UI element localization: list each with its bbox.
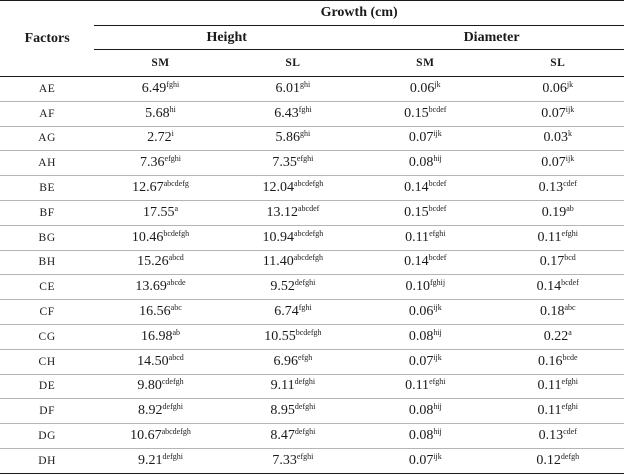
value-cell <box>94 374 226 399</box>
value-cell <box>94 349 226 374</box>
value-cell <box>94 275 226 300</box>
cell-value: 12.67 <box>132 180 164 195</box>
table-row <box>0 424 624 449</box>
significance-letters: efghi <box>562 377 578 386</box>
significance-letters: ijk <box>433 129 441 138</box>
cell-value: 7.35 <box>272 155 297 170</box>
significance-letters: abcdefgh <box>294 229 323 238</box>
significance-letters: ijk <box>566 105 574 114</box>
significance-letters: ijk <box>433 452 441 461</box>
factor-cell: DH <box>0 448 94 473</box>
cell-value: 0.07 <box>409 354 434 369</box>
significance-letters: abcdefgh <box>294 253 323 262</box>
cell-value: 6.74 <box>274 304 299 319</box>
significance-letters: fghi <box>166 80 179 89</box>
cell-value: 10.94 <box>262 230 294 245</box>
cell-value: 0.16 <box>538 354 563 369</box>
value-cell <box>227 349 359 374</box>
significance-letters: hij <box>433 154 441 163</box>
factor-cell: CH <box>0 349 94 374</box>
cell-value: 12.04 <box>262 180 294 195</box>
cell-value: 2.72 <box>147 130 172 145</box>
value-cell <box>359 77 491 102</box>
value-cell <box>227 77 359 102</box>
value-cell <box>94 77 226 102</box>
value-cell <box>359 374 491 399</box>
value-cell <box>227 275 359 300</box>
significance-letters: efghi <box>562 229 578 238</box>
significance-letters: hij <box>433 427 441 436</box>
cell-value: 17.55 <box>143 205 175 220</box>
value-cell <box>227 176 359 201</box>
factor-cell: AE <box>0 77 94 102</box>
value-cell <box>94 200 226 225</box>
value-cell <box>492 77 624 102</box>
cell-value: 0.11 <box>405 230 429 245</box>
cell-value: 0.12 <box>536 453 561 468</box>
cell-value: 9.21 <box>138 453 163 468</box>
value-cell <box>227 399 359 424</box>
cell-value: 0.11 <box>538 378 562 393</box>
cell-value: 0.06 <box>409 304 434 319</box>
cell-value: 11.40 <box>263 254 294 269</box>
factor-cell: BH <box>0 250 94 275</box>
significance-letters: abcdef <box>298 204 319 213</box>
cell-value: 10.55 <box>264 329 296 344</box>
significance-letters: defghi <box>295 278 315 287</box>
value-cell <box>227 374 359 399</box>
cell-value: 0.15 <box>404 106 429 121</box>
value-cell <box>94 324 226 349</box>
significance-letters: k <box>568 129 572 138</box>
cell-value: 14.50 <box>137 354 169 369</box>
factor-cell: BF <box>0 200 94 225</box>
significance-letters: defghi <box>295 402 315 411</box>
table-row <box>0 151 624 176</box>
factor-cell: BE <box>0 176 94 201</box>
significance-letters: abcdefgh <box>294 179 323 188</box>
significance-letters: efghi <box>429 229 445 238</box>
cell-value: 8.92 <box>138 403 163 418</box>
cell-value: 0.08 <box>409 403 434 418</box>
cell-value: 13.12 <box>266 205 298 220</box>
value-cell <box>94 225 226 250</box>
factor-cell: CG <box>0 324 94 349</box>
cell-value: 0.10 <box>405 279 430 294</box>
significance-letters: bcd <box>564 253 576 262</box>
value-cell <box>227 101 359 126</box>
cell-value: 16.98 <box>141 329 173 344</box>
cell-value: 0.17 <box>540 254 565 269</box>
value-cell <box>359 324 491 349</box>
cell-value: 8.47 <box>270 428 295 443</box>
value-cell <box>227 200 359 225</box>
cell-value: 10.46 <box>132 230 164 245</box>
value-cell <box>359 424 491 449</box>
significance-letters: abcd <box>169 253 184 262</box>
table-row <box>0 77 624 102</box>
value-cell <box>227 324 359 349</box>
table-row <box>0 225 624 250</box>
significance-letters: fghi <box>299 105 312 114</box>
value-cell <box>94 399 226 424</box>
table-row <box>0 275 624 300</box>
factor-cell: DF <box>0 399 94 424</box>
cell-value: 6.01 <box>276 81 301 96</box>
factor-cell: AG <box>0 126 94 151</box>
significance-letters: bcdefgh <box>163 229 189 238</box>
cell-value: 0.14 <box>404 254 429 269</box>
value-cell <box>359 275 491 300</box>
cell-value: 0.15 <box>404 205 429 220</box>
significance-letters: abcd <box>169 353 184 362</box>
height-header: Height <box>94 26 359 50</box>
significance-letters: efghi <box>297 154 313 163</box>
cell-value: 0.08 <box>409 329 434 344</box>
cell-value: 0.06 <box>542 81 567 96</box>
cell-value: 10.67 <box>130 428 162 443</box>
significance-letters: cdefgh <box>162 377 184 386</box>
significance-letters: ijk <box>566 154 574 163</box>
cell-value: 8.95 <box>270 403 295 418</box>
factors-header: Factors <box>0 1 94 77</box>
value-cell <box>94 176 226 201</box>
significance-letters: ab <box>172 328 180 337</box>
cell-value: 6.49 <box>142 81 167 96</box>
value-cell <box>94 250 226 275</box>
value-cell <box>359 225 491 250</box>
cell-value: 6.96 <box>274 354 299 369</box>
factor-cell: DG <box>0 424 94 449</box>
significance-letters: cdef <box>563 427 577 436</box>
table-row <box>0 349 624 374</box>
cell-value: 0.14 <box>537 279 562 294</box>
value-cell <box>227 151 359 176</box>
value-cell <box>492 250 624 275</box>
significance-letters: defghi <box>163 452 183 461</box>
table-body <box>0 77 624 474</box>
cell-value: 0.19 <box>542 205 567 220</box>
value-cell <box>359 349 491 374</box>
value-cell <box>227 424 359 449</box>
cell-value: 16.56 <box>139 304 171 319</box>
value-cell <box>492 349 624 374</box>
diameter-sm-header: SM <box>359 50 491 77</box>
cell-value: 0.03 <box>544 130 569 145</box>
cell-value: 0.06 <box>410 81 435 96</box>
value-cell <box>94 101 226 126</box>
value-cell <box>94 151 226 176</box>
value-cell <box>492 225 624 250</box>
table-row <box>0 176 624 201</box>
table-row <box>0 324 624 349</box>
value-cell <box>359 151 491 176</box>
cell-value: 0.13 <box>539 428 564 443</box>
value-cell <box>359 126 491 151</box>
cell-value: 5.68 <box>145 106 170 121</box>
significance-letters: bcdef <box>429 105 447 114</box>
significance-letters: ijk <box>433 303 441 312</box>
significance-letters: ghi <box>300 80 310 89</box>
cell-value: 0.11 <box>405 378 429 393</box>
cell-value: 6.43 <box>274 106 299 121</box>
cell-value: 5.86 <box>276 130 301 145</box>
cell-value: 0.11 <box>538 403 562 418</box>
value-cell <box>492 151 624 176</box>
value-cell <box>492 374 624 399</box>
significance-letters: abcdefg <box>164 179 189 188</box>
significance-letters: bcdef <box>429 204 447 213</box>
value-cell <box>492 424 624 449</box>
table-row <box>0 126 624 151</box>
height-sm-header: SM <box>94 50 226 77</box>
significance-letters: bcdef <box>429 253 447 262</box>
value-cell <box>359 399 491 424</box>
factor-cell: DE <box>0 374 94 399</box>
height-sl-header: SL <box>227 50 359 77</box>
cell-value: 0.13 <box>539 180 564 195</box>
cell-value: 7.36 <box>140 155 165 170</box>
significance-letters: cdef <box>563 179 577 188</box>
factor-cell: CE <box>0 275 94 300</box>
cell-value: 0.14 <box>404 180 429 195</box>
cell-value: 0.11 <box>538 230 562 245</box>
table-row <box>0 399 624 424</box>
significance-letters: defghi <box>295 377 315 386</box>
significance-letters: i <box>172 129 174 138</box>
significance-letters: efgh <box>298 353 312 362</box>
significance-letters: ab <box>566 204 574 213</box>
significance-letters: hij <box>433 328 441 337</box>
value-cell <box>492 200 624 225</box>
table-row <box>0 250 624 275</box>
factor-cell: CF <box>0 300 94 325</box>
cell-value: 0.08 <box>409 428 434 443</box>
value-cell <box>492 399 624 424</box>
cell-value: 0.07 <box>541 155 566 170</box>
significance-letters: defgh <box>561 452 579 461</box>
table-row <box>0 101 624 126</box>
value-cell <box>492 176 624 201</box>
value-cell <box>94 300 226 325</box>
diameter-header: Diameter <box>359 26 624 50</box>
significance-letters: ghi <box>300 129 310 138</box>
significance-letters: bcde <box>562 353 577 362</box>
significance-letters: efghi <box>297 452 313 461</box>
value-cell <box>359 200 491 225</box>
value-cell <box>227 126 359 151</box>
value-cell <box>492 300 624 325</box>
significance-letters: jk <box>434 80 440 89</box>
value-cell <box>359 101 491 126</box>
factor-cell: BG <box>0 225 94 250</box>
cell-value: 0.07 <box>409 130 434 145</box>
significance-letters: fghi <box>299 303 312 312</box>
value-cell <box>492 324 624 349</box>
significance-letters: hij <box>433 402 441 411</box>
significance-letters: hi <box>170 105 176 114</box>
factor-cell: AF <box>0 101 94 126</box>
diameter-sl-header: SL <box>492 50 624 77</box>
value-cell <box>94 126 226 151</box>
value-cell <box>492 101 624 126</box>
significance-letters: fghij <box>430 278 445 287</box>
value-cell <box>492 126 624 151</box>
significance-letters: bcdef <box>561 278 579 287</box>
cell-value: 9.52 <box>270 279 295 294</box>
significance-letters: defghi <box>163 402 183 411</box>
table-row <box>0 200 624 225</box>
growth-group-header: Growth (cm) <box>94 1 624 26</box>
cell-value: 7.33 <box>272 453 297 468</box>
cell-value: 0.22 <box>544 329 569 344</box>
table-row <box>0 374 624 399</box>
significance-letters: abcde <box>167 278 186 287</box>
significance-letters: bcdef <box>429 179 447 188</box>
significance-letters: bcdefgh <box>296 328 322 337</box>
significance-letters: jk <box>567 80 573 89</box>
cell-value: 0.08 <box>409 155 434 170</box>
value-cell <box>359 250 491 275</box>
table-row <box>0 300 624 325</box>
significance-letters: abc <box>564 303 575 312</box>
significance-letters: defghi <box>295 427 315 436</box>
significance-letters: ijk <box>433 353 441 362</box>
cell-value: 0.18 <box>540 304 565 319</box>
significance-letters: efghi <box>165 154 181 163</box>
value-cell <box>227 225 359 250</box>
cell-value: 9.11 <box>271 378 295 393</box>
significance-letters: efghi <box>562 402 578 411</box>
value-cell <box>94 424 226 449</box>
cell-value: 15.26 <box>137 254 169 269</box>
factor-cell: AH <box>0 151 94 176</box>
value-cell <box>359 176 491 201</box>
significance-letters: a <box>174 204 178 213</box>
cell-value: 0.07 <box>409 453 434 468</box>
value-cell <box>492 275 624 300</box>
significance-letters: abc <box>171 303 182 312</box>
cell-value: 0.07 <box>541 106 566 121</box>
cell-value: 13.69 <box>135 279 167 294</box>
cell-value: 9.80 <box>137 378 162 393</box>
significance-letters: efghi <box>429 377 445 386</box>
value-cell <box>227 250 359 275</box>
value-cell <box>359 300 491 325</box>
significance-letters: abcdefgh <box>162 427 191 436</box>
value-cell <box>227 300 359 325</box>
significance-letters: a <box>568 328 572 337</box>
